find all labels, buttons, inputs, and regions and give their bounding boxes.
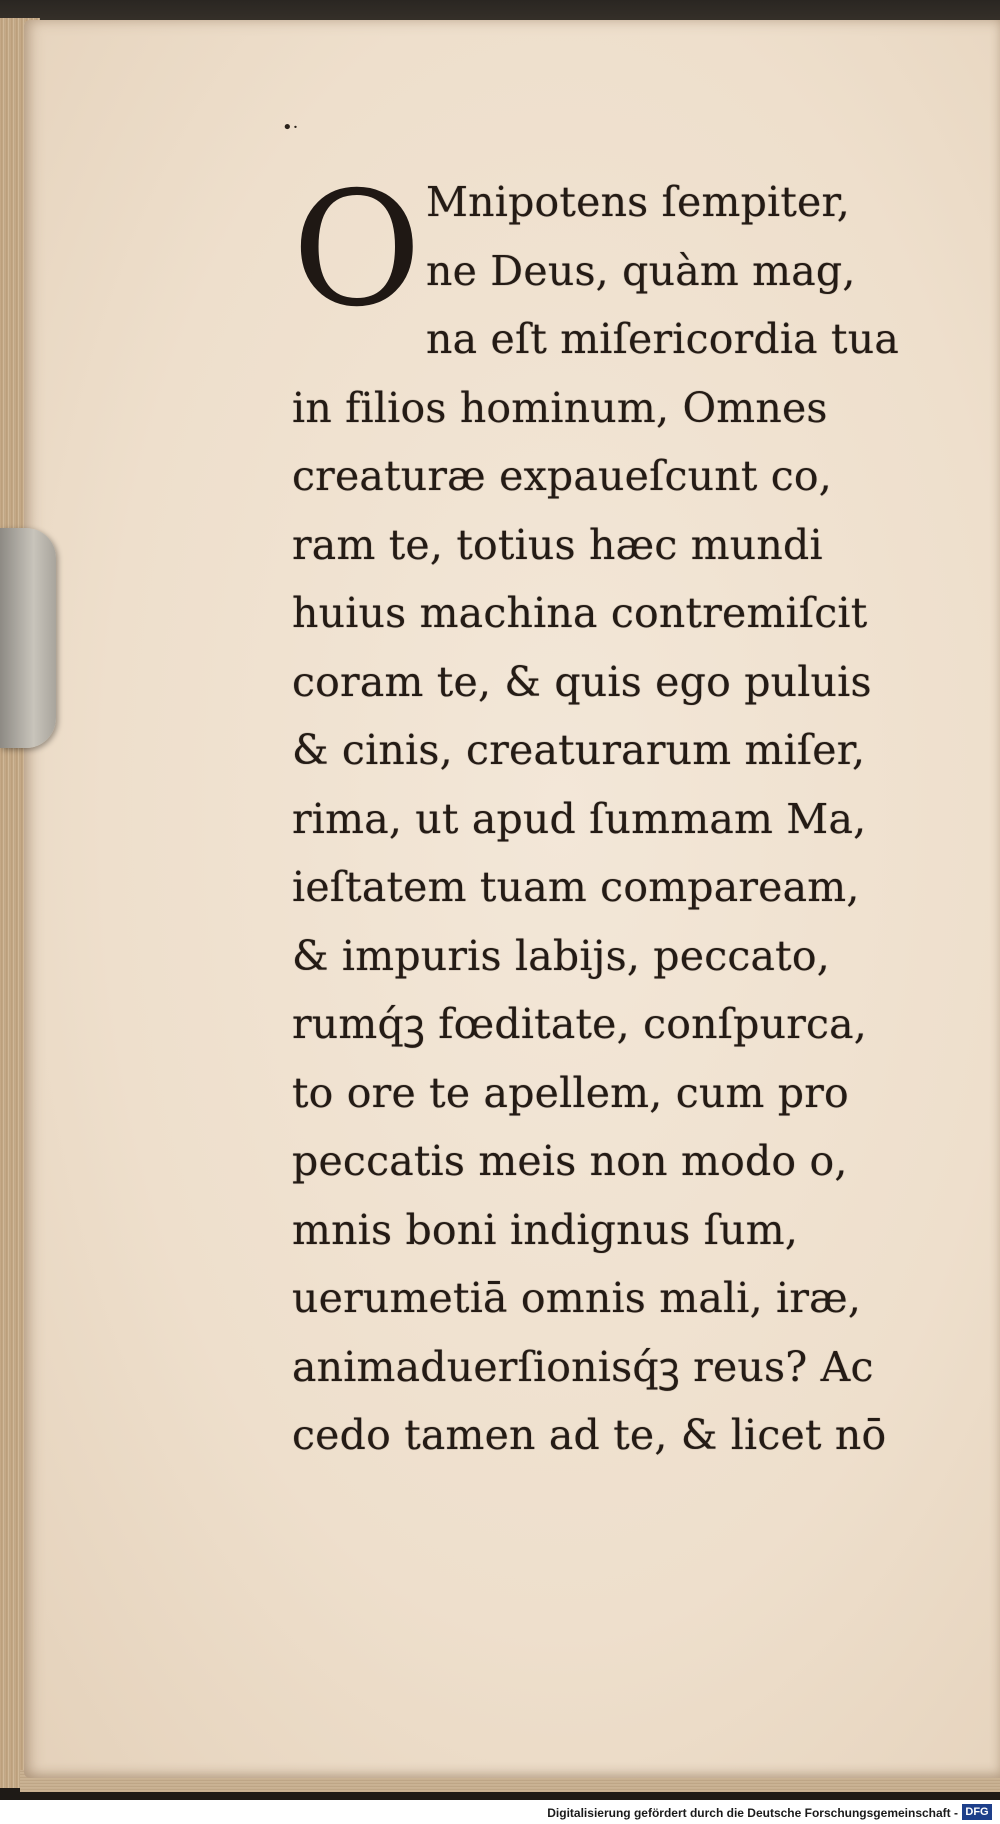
text-line: Mnipotens ſempiter,	[426, 178, 850, 226]
page-holder-clip	[0, 528, 56, 748]
text-line: rumq́ꝫ fœditate, conſpurca,	[292, 1000, 868, 1048]
body-text	[292, 158, 962, 1470]
text-line: creaturæ expaueſcunt co,	[292, 452, 833, 500]
text-line: in filios hominum, Omnes	[292, 383, 828, 432]
stray-ink-mark: •·	[282, 117, 299, 138]
text-line: peccatis meis non modo o,	[292, 1137, 848, 1185]
text-line: mnis boni indignus ſum,	[292, 1205, 799, 1254]
text-line: & cinis, creaturarum miſer,	[292, 726, 866, 774]
text-line: & impuris labijs, peccato,	[292, 931, 830, 980]
text-line: na eſt miſericordia tua	[426, 315, 899, 363]
text-line: animaduerſionisq́ꝫ reus? Ac	[292, 1342, 874, 1391]
text-line: ram te, totius hæc mundi	[292, 520, 823, 569]
text-line: rima, ut apud ſummam Ma,	[292, 794, 867, 843]
dfg-logo: DFG	[962, 1804, 992, 1820]
text-line: uerumetiā omnis mali, iræ,	[292, 1274, 862, 1322]
text-line: cedo tamen ad te, & licet nō	[292, 1411, 887, 1459]
text-line: huius machina contremiſcit	[292, 589, 868, 637]
text-line: ne Deus, quàm mag,	[426, 246, 856, 295]
text-line: to ore te apellem, cum pro	[292, 1068, 849, 1117]
drop-cap-initial: O	[292, 158, 422, 342]
text-line: ieſtatem tuam compaream,	[292, 863, 860, 911]
text-line: coram te, & quis ego puluis	[292, 657, 872, 706]
funding-credit: Digitalisierung gefördert durch die Deutsche Forschungsgemeinschaft -	[547, 1806, 958, 1820]
